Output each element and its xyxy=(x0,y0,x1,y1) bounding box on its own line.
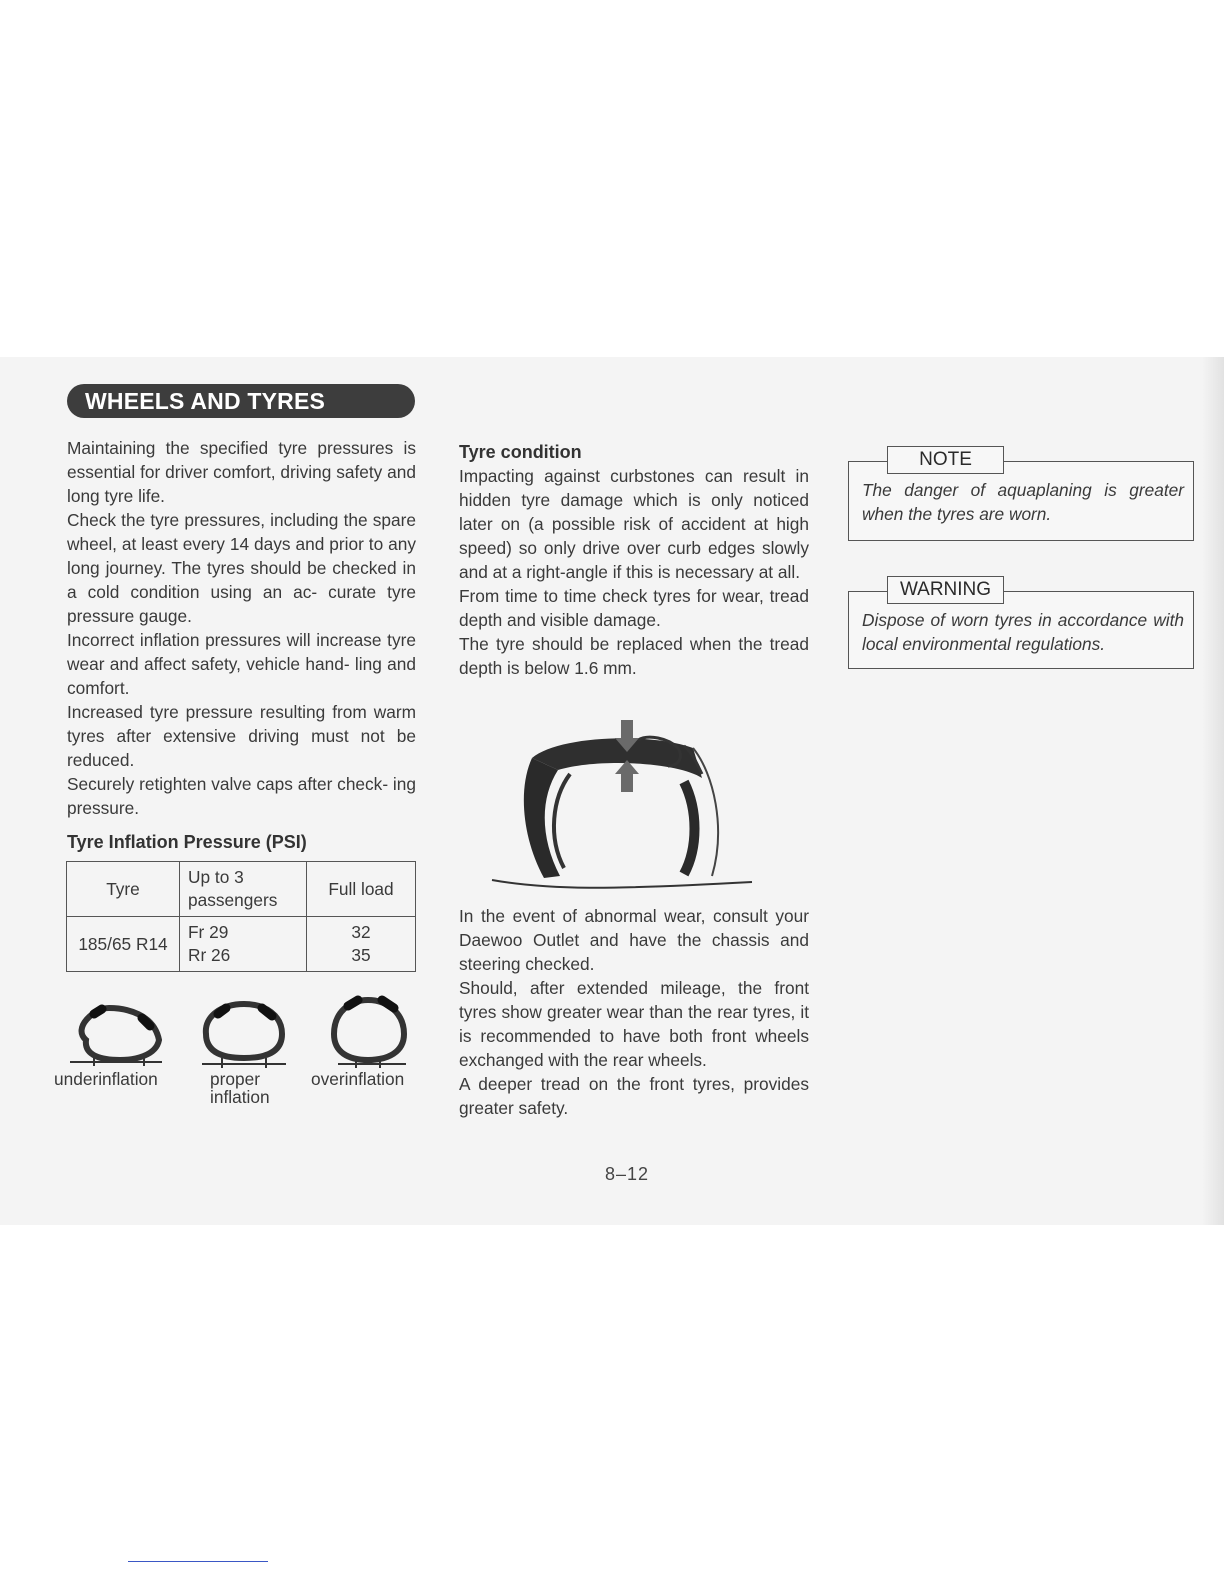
warning-label: WARNING xyxy=(887,576,1004,604)
tyre-condition-heading: Tyre condition xyxy=(459,442,582,462)
tyre-pressure-table xyxy=(66,861,416,972)
page-number: 8–12 xyxy=(605,1164,650,1184)
middle-column-bottom xyxy=(459,904,809,1120)
cell-up-to-3-values: Fr 29 Rr 26 xyxy=(180,917,307,972)
paragraph-check-pressures: Check the tyre pressures, including the spare wheel, at least every 14 days and prior to any long journey. The tyres should be checked in a cold condition using an ac- curate tyre pressure gauge. xyxy=(67,510,416,626)
header-full-load: Full load xyxy=(307,862,416,917)
table-header-row xyxy=(67,862,416,917)
paragraph-maintain-pressures: Maintaining the specified tyre pressures is essential for driver comfort, driving safety and long tyre life. xyxy=(67,438,416,506)
paragraph-deeper-tread: A deeper tread on the front tyres, provides greater safety. xyxy=(459,1074,809,1118)
paragraph-check-wear: From time to time check tyres for wear, tread depth and visible damage. xyxy=(459,586,809,630)
warning-text: Dispose of worn tyres in accordance with local environmental regulations. xyxy=(862,610,1184,654)
bottom-rule xyxy=(128,1561,268,1562)
table-row xyxy=(67,917,416,972)
note-text: The danger of aquaplaning is greater when the tyres are worn. xyxy=(862,480,1184,524)
paragraph-incorrect-pressures: Incorrect inflation pressures will increase tyre wear and affect safety, vehicle hand- ling and comfort. xyxy=(67,630,416,698)
paragraph-valve-caps: Securely retighten valve caps after check- ing pressure. xyxy=(67,774,416,818)
paragraph-curbstones: Impacting against curbstones can result in hidden tyre damage which is only noticed later on (a possible risk of accident at high speed) so only drive over curb edges slowly and at a right-angle if this is necessary at all. xyxy=(459,466,809,582)
underinflation-tyre-icon xyxy=(64,1000,174,1070)
paragraph-abnormal-wear: In the event of abnormal wear, consult your Daewoo Outlet and have the chassis and steering checked. xyxy=(459,906,809,974)
tread-depth-illustration xyxy=(488,718,758,896)
paragraph-tread-depth: The tyre should be replaced when the tread depth is below 1.6 mm. xyxy=(459,634,809,678)
proper-inflation-tyre-icon xyxy=(194,994,294,1070)
label-underinflation: underinflation xyxy=(54,1069,158,1089)
paragraph-exchange-wheels: Should, after extended mileage, the front tyres show greater wear than the rear tyres, it is recommended to have both front wheels exchanged with the rear wheels. xyxy=(459,978,809,1070)
page-edge-shadow xyxy=(1202,357,1224,1225)
table-heading: Tyre Inflation Pressure (PSI) xyxy=(67,832,307,852)
note-label: NOTE xyxy=(887,446,1004,474)
cell-tyre-size: 185/65 R14 xyxy=(67,917,180,972)
left-column xyxy=(67,436,416,854)
middle-column-top xyxy=(459,440,809,680)
label-overinflation: overinflation xyxy=(311,1069,405,1089)
paragraph-warm-tyres: Increased tyre pressure resulting from warm tyres after extensive driving must not be reduced. xyxy=(67,702,416,770)
header-up-to-3: Up to 3 passengers xyxy=(180,862,307,917)
header-tyre: Tyre xyxy=(67,862,180,917)
cell-full-load-values: 32 35 xyxy=(307,917,416,972)
overinflation-tyre-icon xyxy=(318,990,418,1070)
section-title: WHEELS AND TYRES xyxy=(67,384,415,418)
label-proper-inflation: proper inflation xyxy=(210,1069,270,1107)
